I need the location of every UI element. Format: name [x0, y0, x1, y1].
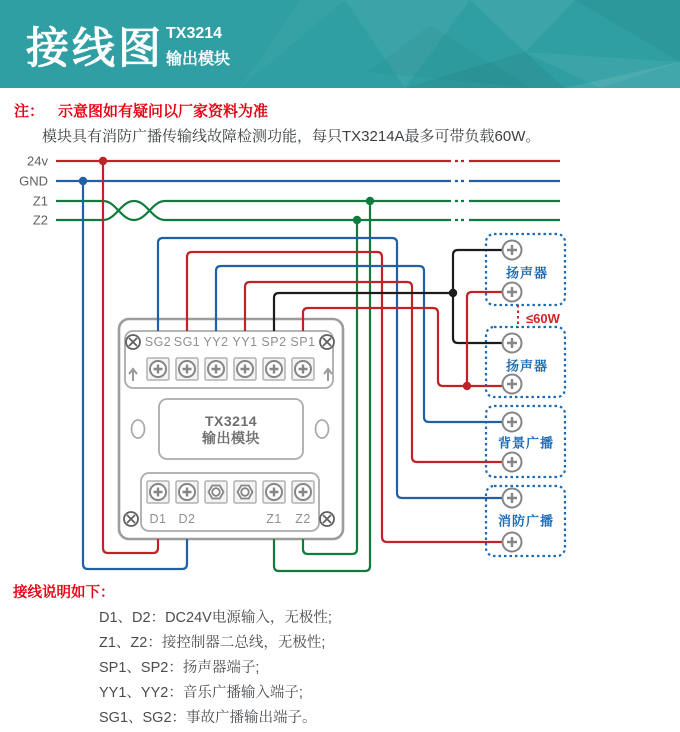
wire-sp1-speaker-branch	[467, 292, 503, 386]
terminal-label-sp2: SP2	[261, 335, 287, 349]
terminal-label-yy1: YY1	[232, 335, 258, 349]
terminal-screw-d1	[147, 481, 169, 503]
note-description: 模块具有消防广播传输线故障检测功能，每只TX3214A最多可带负载60W。	[42, 128, 541, 145]
instruction-item: YY1、YY2：音乐广播输入端子;	[99, 685, 303, 701]
terminal-label-d1: D1	[149, 512, 167, 526]
terminal-screw-d2	[176, 481, 198, 503]
mount-bolt-icon	[124, 512, 138, 526]
terminal-label-z2: Z2	[295, 512, 311, 526]
instruction-item: D1、D2：DC24V电源输入，无极性;	[99, 610, 332, 626]
terminal-hex-unused-1	[205, 481, 227, 503]
note-warning-line	[14, 100, 268, 121]
terminal-screw-sp1	[292, 358, 314, 380]
device-boxes	[486, 234, 565, 556]
terminal-label-sg1: SG1	[173, 335, 201, 349]
header-banner	[0, 0, 680, 88]
bus-label-z2: Z2	[32, 212, 48, 228]
terminal-screw-sg2	[147, 358, 169, 380]
mount-bolt-icon	[320, 335, 334, 349]
background-terminal-top	[503, 413, 522, 432]
instructions-title: 接线说明如下：	[13, 585, 115, 601]
z1-bus-twisted-pair	[56, 201, 451, 220]
bus-lines	[56, 161, 560, 220]
wire-sp2-speaker-branch	[453, 250, 503, 343]
terminal-hex-unused-2	[234, 481, 256, 503]
note-warning: 示意图如有疑问以厂家资料为准	[58, 103, 269, 120]
bus-label-gnd: GND	[19, 173, 48, 189]
mount-bolt-icon	[320, 512, 334, 526]
module-name-label: 输出模块	[202, 430, 260, 446]
terminal-screw-yy1	[234, 358, 256, 380]
instruction-item: Z1、Z2：接控制器二总线，无极性;	[99, 635, 326, 651]
speaker2-terminal-top	[503, 334, 522, 353]
terminal-screw-z1	[263, 481, 285, 503]
terminal-label-yy2: YY2	[203, 335, 229, 349]
terminal-screw-yy2	[205, 358, 227, 380]
model-subtitle: TX3214	[166, 25, 223, 42]
terminal-label-sp1: SP1	[290, 335, 316, 349]
module-type-subtitle: 输出模块	[166, 51, 231, 68]
speaker1-terminal-top	[503, 241, 522, 260]
terminal-label-d2: D2	[178, 512, 196, 526]
device-label-speaker-1: 扬声器	[505, 265, 549, 281]
terminal-screw-z2	[292, 481, 314, 503]
fire-terminal-top	[503, 489, 522, 508]
device-label-fire-broadcast: 消防广播	[497, 513, 555, 529]
device-label-background-broadcast: 背景广播	[497, 435, 555, 451]
fire-terminal-bottom	[503, 533, 522, 552]
speaker1-terminal-bottom	[503, 283, 522, 302]
terminal-label-z1: Z1	[266, 512, 282, 526]
load-limit-label: ≤60W	[526, 311, 560, 326]
bus-label-z1: Z1	[32, 193, 48, 209]
terminal-screw-sp2	[263, 358, 285, 380]
module-model-label: TX3214	[204, 413, 258, 429]
terminal-screw-sg1	[176, 358, 198, 380]
note-label: 注：	[14, 103, 45, 120]
device-label-speaker-2: 扬声器	[505, 358, 549, 374]
bus-label-24v: 24v	[27, 153, 48, 169]
mount-bolt-icon	[126, 335, 140, 349]
terminal-label-sg2: SG2	[144, 335, 172, 349]
instruction-item: SG1、SG2：事故广播输出端子。	[99, 710, 317, 726]
z2-bus-twisted-pair	[56, 201, 451, 220]
speaker2-terminal-bottom	[503, 375, 522, 394]
instruction-item: SP1、SP2：扬声器端子;	[99, 660, 260, 676]
background-terminal-bottom	[503, 453, 522, 472]
page-title: 接线图	[26, 25, 164, 73]
